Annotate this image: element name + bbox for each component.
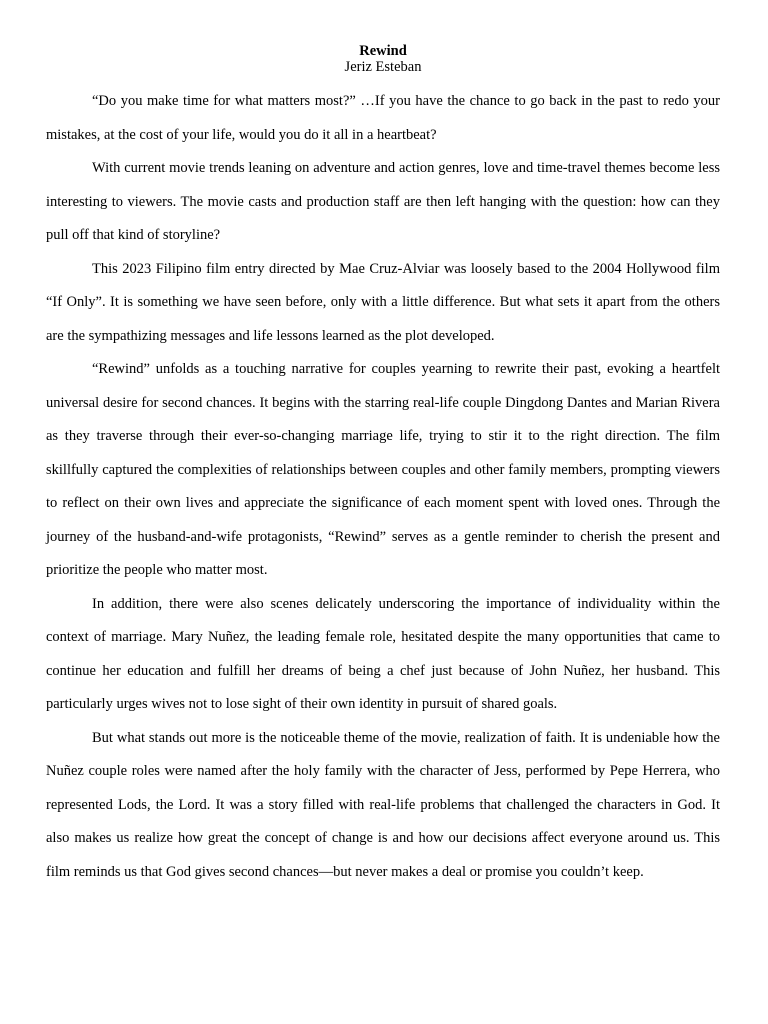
paragraph-3: This 2023 Filipino film entry directed by Mae Cruz-Alviar was loosely based to the 2004 Hollywood film “If Only”. It is something we have seen before, only with a little difference. But what sets it apart from the others are the sympathizing messages and life lessons learned as the plot developed.	[46, 260, 720, 344]
paragraph-6: But what stands out more is the noticeable theme of the movie, realization of faith. It is undeniable how the Nuñez couple roles were named after the holy family with the character of Jess, performed by Pepe Herrera, who represented Lods, the Lord. It was a story filled with real-life problems that challenged the characters in God. It also makes us realize how great the concept of change is and how our decisions affect everyone around us. This film reminds us that God gives second chances—but never makes a deal or promise you couldn’t keep.	[46, 729, 720, 880]
paragraph-5: In addition, there were also scenes delicately underscoring the importance of individuality within the context of marriage. Mary Nuñez, the leading female role, hesitated despite the many opportunities that came to continue her education and fulfill her dreams of being a chef just because of John Nuñez, her husband. This particularly urges wives not to lose sight of their own identity in pursuit of shared goals.	[46, 595, 720, 712]
document-title: Rewind	[359, 43, 407, 59]
paragraph-2: With current movie trends leaning on adventure and action genres, love and time-travel themes become less interesting to viewers. The movie casts and production staff are then left hanging with the question: how can they pull off that kind of storyline?	[46, 160, 720, 243]
document-author: Jeriz Esteban	[344, 59, 422, 75]
paragraph-1: “Do you make time for what matters most?” …If you have the chance to go back in the past to redo your mistakes, at the cost of your life, would you do it all in a heartbeat?	[46, 93, 720, 143]
paragraph-4: “Rewind” unfolds as a touching narrative for couples yearning to rewrite their past, evoking a heartfelt universal desire for second chances. It begins with the starring real-life couple Dingdong Dantes and Marian Rivera as they traverse through their ever-so-changing marriage life, trying to stir it to the right direction. The film skillfully captured the complexities of relationships between couples and other family members, prompting viewers to reflect on their own lives and appreciate the significance of each moment spent with loved ones. Through the journey of the husband-and-wife protagonists, “Rewind” serves as a gentle reminder to cherish the present and prioritize the people who matter most.	[46, 361, 720, 578]
